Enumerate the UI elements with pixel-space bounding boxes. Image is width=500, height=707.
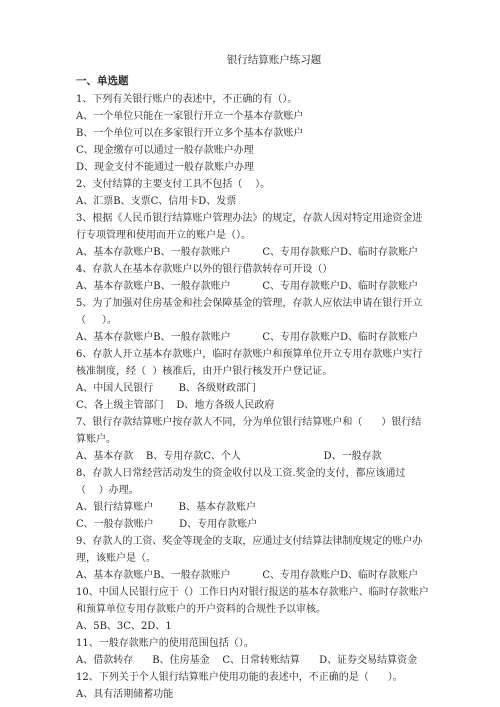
text-line: 1、下列有关银行账户的表述中，不正确的有（）。 xyxy=(76,94,298,105)
text-line: 算账户。 xyxy=(76,434,116,445)
page-title: 银行结算账户练习题 xyxy=(226,54,322,66)
text-line: A、基本存款账户B、一般存款账户 C、专用存款账户D、临时存款账户 xyxy=(76,247,419,258)
text-line: （ ）。 xyxy=(76,315,117,326)
text-line: 5、为了加强对住房基金和社会保障基金的管理，存款人应依法申请在银行开立 xyxy=(76,298,423,309)
text-line: C、各上级主管部门 D、地方各级人民政府 xyxy=(76,400,275,411)
text-line: 9、存款人的工资、奖金等现金的支取，应通过支付结算法律制度规定的账户办 xyxy=(76,536,423,547)
text-line: 6、存款人开立基本存款账户，临时存款账户和预算单位开立专用存款账户实行 xyxy=(76,349,423,360)
text-line: 7、银行存款结算账户按存款人不同，分为单位银行结算账户和（ ）银行结 xyxy=(76,417,422,428)
text-line: A、基本存款账户B、一般存款账户 C、专用存款账户D、临时存款账户 xyxy=(76,281,419,292)
text-line: A、汇票B、支票C、信用卡D、发票 xyxy=(76,196,237,207)
text-line: 12、下列关于个人银行结算账户使用功能的表述中，不正确的是（ ）。 xyxy=(76,672,403,683)
text-line: 行专项管理和使用而开立的账户是（）。 xyxy=(76,230,251,241)
text-line: 和预算单位专用存款账户的开户资料的合规性予以审核。 xyxy=(76,604,326,615)
text-line: 11、一般存款账户的使用范围包括（）。 xyxy=(76,638,254,649)
text-line: 理，该账户是（。 xyxy=(76,553,156,564)
text-line: A、中国人民银行 B、各级财政部门 xyxy=(76,383,256,394)
text-line: 10、中国人民银行应于（）工作日内对银行报送的基本存款账户、临时存款账户 xyxy=(76,587,429,598)
text-line: A、基本存款账户B、一般存款账户 C、专用存款账户D、临时存款账户 xyxy=(76,332,419,343)
text-line: （ ）办理。 xyxy=(76,485,139,496)
text-line: C、一般存款账户 D、专用存款账户 xyxy=(76,519,258,530)
text-line: A、基本存款 B、专用存款C、个人 D、一般存款 xyxy=(76,451,382,462)
text-line: C、现金缴存可以通过一般存款账户办理 xyxy=(76,145,254,156)
text-line: B、一个单位可以在多家银行开立多个基本存款账户 xyxy=(76,128,304,139)
text-line: A、银行结算账户 B、基本存款账户 xyxy=(76,502,256,513)
text-line: 8、存款人日常经营活动发生的资金收付以及工资.奖金的支付，都应该通过 xyxy=(76,468,406,479)
text-line: 2、支付结算的主要支付工具不包括（ ）。 xyxy=(76,179,271,190)
text-line: D、现金支付不能通过一般存款账户办理 xyxy=(76,162,255,173)
text-line: 3、根据《人民币银行结算账户管理办法》的规定，存款人因对特定用途资金进 xyxy=(76,213,423,224)
text-line: A、借款转存 B、住房基金 C、日常转账结算 D、证券交易结算资金 xyxy=(76,655,418,666)
text-line: A、一个单位只能在一家银行开立一个基本存款账户 xyxy=(76,111,304,122)
text-line: 4、存款人在基本存款账户以外的银行借款转存可开设（） xyxy=(76,264,333,275)
text-line: A、具有活期储蓄功能 xyxy=(76,689,174,700)
question-list xyxy=(76,91,462,703)
section-heading: 一、单选题 xyxy=(76,75,129,87)
text-line: A、5B、3C、2D、1 xyxy=(76,621,172,632)
text-line: 核准制度，经（ ）核准后，由开户银行核发开户登记证。 xyxy=(76,366,333,377)
text-line: A、基本存款账户B、一般存款账户 C、专用存款账户D、临时存款账户 xyxy=(76,570,419,581)
